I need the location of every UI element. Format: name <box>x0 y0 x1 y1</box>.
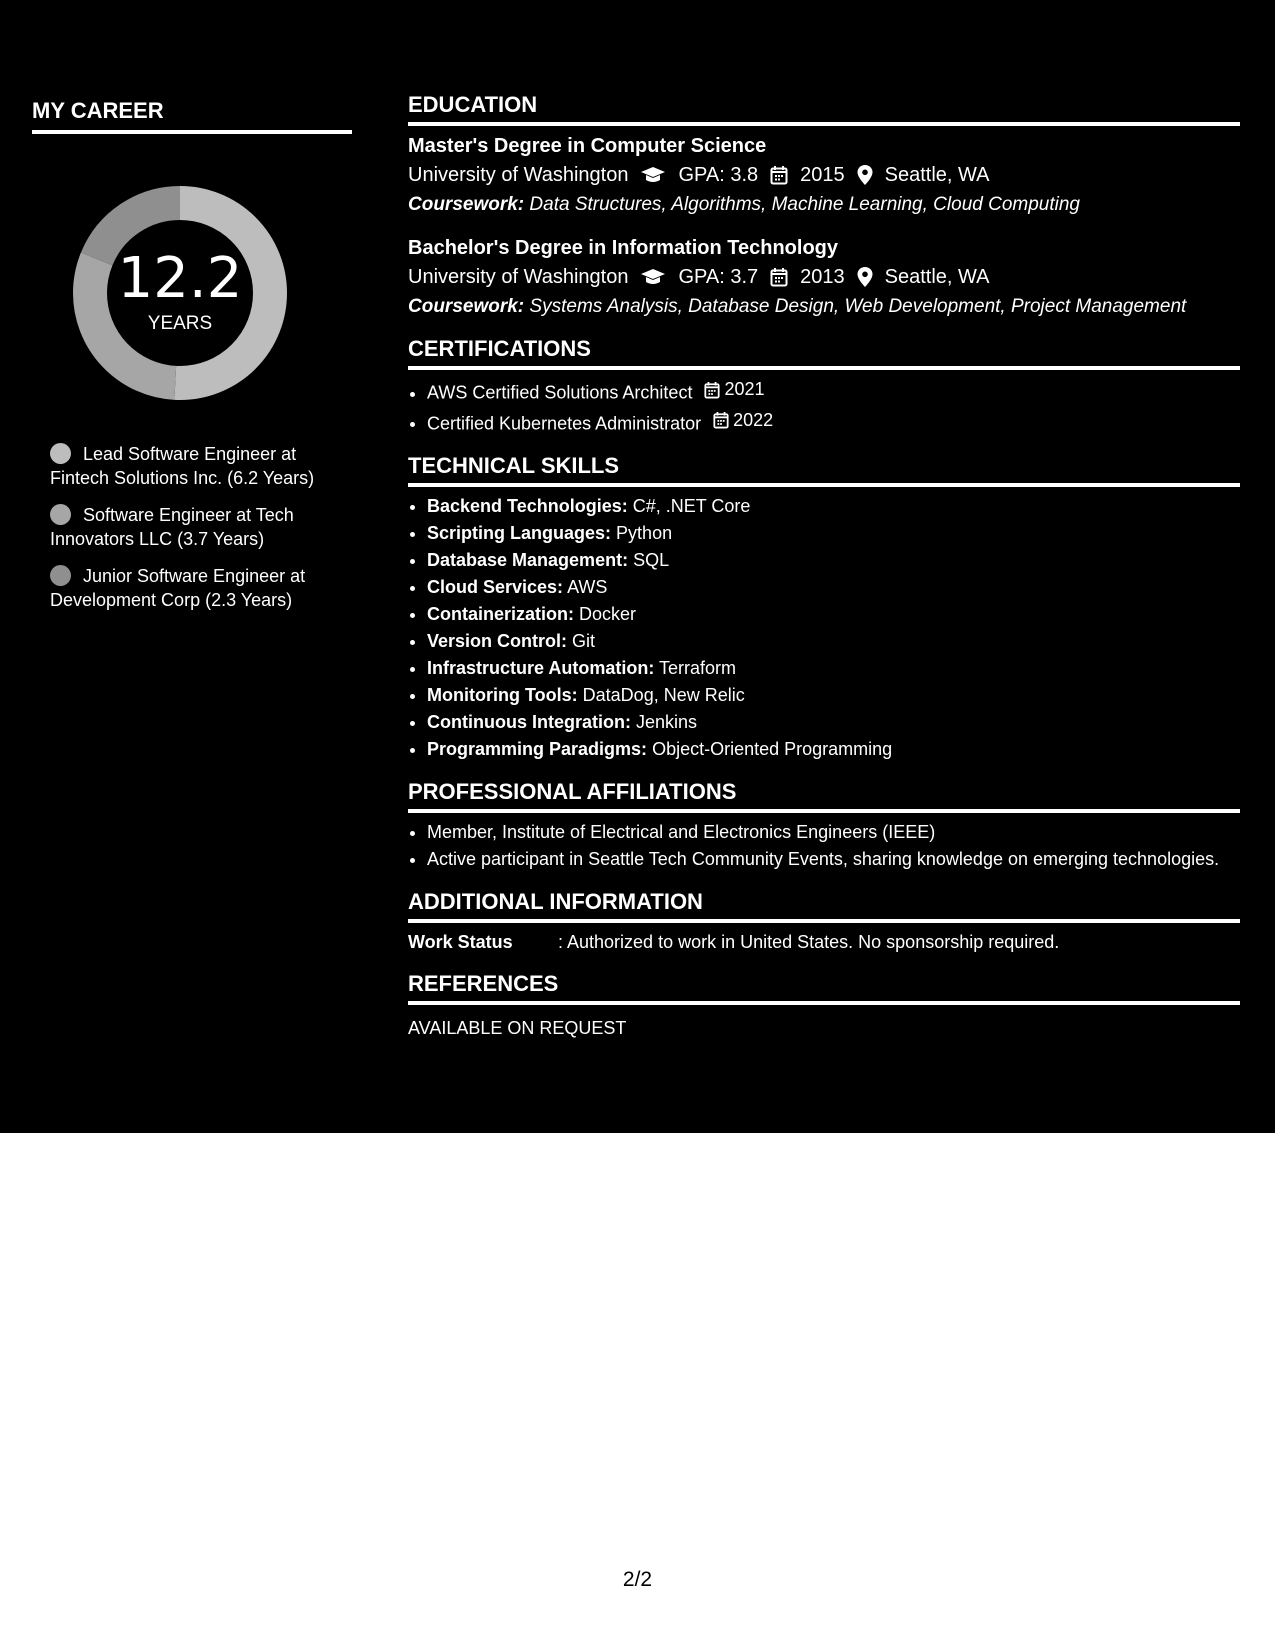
skill-item <box>427 655 1240 682</box>
map-pin-icon <box>857 165 873 185</box>
calendar-icon <box>713 411 729 429</box>
career-item-text: Junior Software Engineer at Development Corp (2.3 Years) <box>50 566 306 610</box>
bullet-dot-icon <box>50 443 71 464</box>
coursework-line <box>408 190 1240 220</box>
bullet-dot-icon <box>50 565 71 586</box>
skill-value: Docker <box>579 604 637 624</box>
degree-title: Master's Degree in Computer Science <box>408 135 767 157</box>
donut-center <box>67 180 293 406</box>
school-name: University of Washington <box>408 266 629 288</box>
skill-item <box>427 574 1240 601</box>
affiliation-item: • Active participant in Seattle Tech Community Events, sharing knowledge on emerging technologies. <box>427 846 1240 873</box>
total-years-unit: YEARS <box>147 313 213 334</box>
main-column <box>408 92 1240 1041</box>
skill-label: Cloud Services: <box>427 577 564 597</box>
skill-label: Infrastructure Automation: <box>427 658 655 678</box>
education-meta <box>408 262 1240 292</box>
skill-label: Programming Paradigms: <box>427 739 648 759</box>
certifications-heading: CERTIFICATIONS <box>408 336 1240 370</box>
career-item-text: Software Engineer at Tech Innovators LLC (3.7 Years) <box>50 505 294 549</box>
graduation-cap-icon <box>640 165 666 185</box>
career-column <box>32 98 352 625</box>
skill-value: C#, .NET Core <box>632 496 751 516</box>
skill-item <box>427 628 1240 655</box>
affiliations-heading: PROFESSIONAL AFFILIATIONS <box>408 779 1240 813</box>
gpa-value: GPA: 3.8 <box>678 164 759 186</box>
skill-item <box>427 520 1240 547</box>
career-heading: MY CAREER <box>32 98 352 134</box>
career-item <box>50 442 340 490</box>
affiliations-list <box>408 819 1240 873</box>
skill-value: SQL <box>633 550 670 570</box>
bullet-dot-icon <box>50 504 71 525</box>
education-entry <box>408 234 1240 322</box>
skill-item <box>427 736 1240 763</box>
degree-title: Bachelor's Degree in Information Technology <box>408 237 839 259</box>
education-heading: EDUCATION <box>408 92 1240 126</box>
references-text: AVAILABLE ON REQUEST <box>408 1018 627 1038</box>
skill-item <box>427 493 1240 520</box>
skill-label: Version Control: <box>427 631 568 651</box>
map-pin-icon <box>857 267 873 287</box>
skills-list <box>408 493 1240 763</box>
calendar-icon <box>770 165 788 185</box>
career-item <box>50 503 340 551</box>
coursework-text: Data Structures, Algorithms, Machine Learning, Cloud Computing <box>529 194 1080 215</box>
location-text: Seattle, WA <box>884 266 990 288</box>
skill-item <box>427 547 1240 574</box>
certification-year: 2022 <box>733 409 774 430</box>
coursework-label: Coursework: <box>408 194 525 215</box>
certification-item <box>427 376 1240 407</box>
calendar-icon <box>770 267 788 287</box>
coursework-label: Coursework: <box>408 296 525 317</box>
skill-label: Database Management: <box>427 550 629 570</box>
affiliation-item: • Member, Institute of Electrical and Electronics Engineers (IEEE) <box>427 819 1240 846</box>
certification-item <box>427 407 1240 438</box>
skill-item <box>427 601 1240 628</box>
skill-label: Monitoring Tools: <box>427 685 578 705</box>
graduation-year: 2015 <box>800 164 845 186</box>
skill-value: Python <box>616 523 673 543</box>
career-list <box>50 442 340 612</box>
career-item-text: Lead Software Engineer at Fintech Solutions Inc. (6.2 Years) <box>50 444 315 488</box>
skill-item <box>427 709 1240 736</box>
graduation-year: 2013 <box>800 266 845 288</box>
gpa-value: GPA: 3.7 <box>678 266 759 288</box>
work-status-row <box>408 929 1240 955</box>
coursework-line <box>408 292 1240 322</box>
graduation-cap-icon <box>640 267 666 287</box>
skill-value: Git <box>572 631 596 651</box>
school-name: University of Washington <box>408 164 629 186</box>
references-heading: REFERENCES <box>408 971 1240 1005</box>
page-number: 2/2 <box>622 1568 653 1591</box>
skill-label: Containerization: <box>427 604 574 624</box>
career-donut-chart <box>67 180 293 406</box>
skills-heading: TECHNICAL SKILLS <box>408 453 1240 487</box>
skill-value: DataDog, New Relic <box>582 685 745 705</box>
education-meta <box>408 160 1240 190</box>
skill-value: Jenkins <box>635 712 698 732</box>
location-text: Seattle, WA <box>884 164 990 186</box>
certification-name: AWS Certified Solutions Architect <box>427 382 693 403</box>
certification-year: 2021 <box>724 379 765 399</box>
skill-value: Terraform <box>659 658 737 678</box>
skill-value: AWS <box>567 577 608 597</box>
skill-label: Scripting Languages: <box>427 523 612 543</box>
additional-info-heading: ADDITIONAL INFORMATION <box>408 889 1240 923</box>
career-item <box>50 564 340 612</box>
work-status-value: : Authorized to work in United States. No sponsorship required. <box>558 932 1060 952</box>
certifications-list <box>408 376 1240 437</box>
skill-item <box>427 682 1240 709</box>
skill-label: Backend Technologies: <box>427 496 628 516</box>
coursework-text: Systems Analysis, Database Design, Web Development, Project Management <box>529 296 1187 317</box>
education-entry <box>408 132 1240 220</box>
certification-name: Certified Kubernetes Administrator <box>427 413 702 433</box>
skill-value: Object-Oriented Programming <box>652 739 893 759</box>
skill-label: Continuous Integration: <box>427 712 631 732</box>
calendar-icon <box>704 381 720 399</box>
work-status-label: Work Status <box>408 932 513 952</box>
total-years-number: 12.2 <box>117 246 243 311</box>
